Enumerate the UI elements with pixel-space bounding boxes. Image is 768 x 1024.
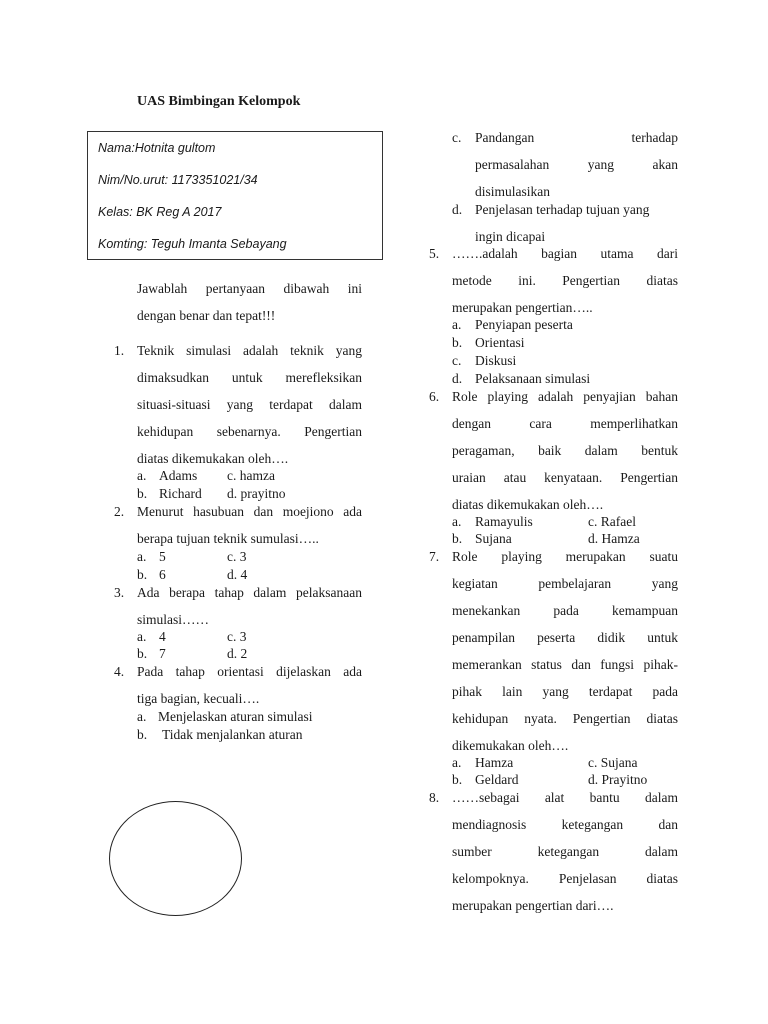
- question-7-line: penampilan peserta didik untuk: [452, 630, 678, 645]
- option-c-line: permasalahan yang akan: [475, 157, 678, 172]
- option-letter: d.: [452, 371, 463, 386]
- option-letter: b.: [137, 646, 148, 661]
- option-d: d. Hamza: [588, 531, 640, 546]
- option-letter: b.: [137, 567, 148, 582]
- question-5-line: …….adalah bagian utama dari: [452, 246, 678, 261]
- option-c-line: Pandangan terhadap: [475, 130, 678, 145]
- option-b: 6: [159, 567, 166, 582]
- option-a: Penyiapan peserta: [475, 317, 573, 332]
- option-letter: b.: [452, 772, 463, 787]
- option-a: Adams: [159, 468, 198, 483]
- question-7-line: kegiatan pembelajaran yang: [452, 576, 678, 591]
- question-4-line: tiga bagian, kecuali….: [137, 691, 260, 706]
- option-a: Ramayulis: [475, 514, 533, 529]
- question-8-line: mendiagnosis ketegangan dan: [452, 817, 678, 832]
- option-b: Sujana: [475, 531, 512, 546]
- question-number: 4.: [114, 664, 125, 679]
- option-letter: a.: [137, 549, 147, 564]
- option-letter: c.: [452, 353, 462, 368]
- option-c: c. hamza: [227, 468, 275, 483]
- option-d-line: ingin dicapai: [475, 229, 546, 244]
- question-1-line: situasi-situasi yang terdapat dalam: [137, 397, 362, 412]
- option-letter: c.: [452, 130, 462, 145]
- question-6-line: Role playing adalah penyajian bahan: [452, 389, 678, 404]
- option-b: 7: [159, 646, 166, 661]
- question-7-line: memerankan status dan fungsi pihak-: [452, 657, 678, 672]
- question-1-line: dimaksudkan untuk merefleksikan: [137, 370, 362, 385]
- question-number: 1.: [114, 343, 125, 358]
- question-8-line: kelompoknya. Penjelasan diatas: [452, 871, 678, 886]
- student-class: Kelas: BK Reg A 2017: [98, 205, 222, 219]
- question-1-line: Teknik simulasi adalah teknik yang: [137, 343, 362, 358]
- question-3-line: Ada berapa tahap dalam pelaksanaan: [137, 585, 362, 600]
- option-a: Menjelaskan aturan simulasi: [158, 709, 313, 724]
- option-c: c. Sujana: [588, 755, 638, 770]
- option-letter: a.: [452, 317, 462, 332]
- option-c-line: disimulasikan: [475, 184, 550, 199]
- question-1-line: diatas dikemukakan oleh….: [137, 451, 289, 466]
- question-2-line: Menurut hasubuan dan moejiono ada: [137, 504, 362, 519]
- instruction-line: dengan benar dan tepat!!!: [137, 308, 276, 323]
- question-6-line: diatas dikemukakan oleh….: [452, 497, 604, 512]
- student-nim: Nim/No.urut: 1173351021/34: [98, 173, 258, 187]
- student-name: Nama:Hotnita gultom: [98, 141, 216, 155]
- question-8-line: sumber ketegangan dalam: [452, 844, 678, 859]
- option-c: Diskusi: [475, 353, 517, 368]
- question-8-line: ……sebagai alat bantu dalam: [452, 790, 678, 805]
- question-4-line: Pada tahap orientasi dijelaskan ada: [137, 664, 362, 679]
- option-c: c. Rafael: [588, 514, 636, 529]
- hand-drawn-circle: [109, 801, 242, 916]
- option-d: d. 4: [227, 567, 248, 582]
- question-3-line: simulasi……: [137, 612, 210, 627]
- question-7-line: pihak lain yang terdapat pada: [452, 684, 678, 699]
- option-b: Richard: [159, 486, 202, 501]
- question-2-line: berapa tujuan teknik sumulasi…..: [137, 531, 319, 546]
- question-7-line: Role playing merupakan suatu: [452, 549, 678, 564]
- question-number: 5.: [429, 246, 440, 261]
- option-a: 5: [159, 549, 166, 564]
- class-leader: Komting: Teguh Imanta Sebayang: [98, 237, 287, 251]
- option-letter: a.: [452, 514, 462, 529]
- option-d: Pelaksanaan simulasi: [475, 371, 591, 386]
- option-letter: a.: [452, 755, 462, 770]
- option-letter: a.: [137, 709, 147, 724]
- option-c: c. 3: [227, 549, 247, 564]
- option-letter: b.: [137, 486, 148, 501]
- option-a: 4: [159, 629, 166, 644]
- option-letter: d.: [452, 202, 463, 217]
- option-letter: b.: [452, 531, 463, 546]
- question-6-line: peragaman, baik dalam bentuk: [452, 443, 678, 458]
- question-number: 8.: [429, 790, 440, 805]
- question-number: 2.: [114, 504, 125, 519]
- option-b: Orientasi: [475, 335, 525, 350]
- question-6-line: uraian atau kenyataan. Pengertian: [452, 470, 678, 485]
- option-letter: a.: [137, 468, 147, 483]
- option-letter: b.: [452, 335, 463, 350]
- question-7-line: kehidupan nyata. Pengertian diatas: [452, 711, 678, 726]
- question-7-line: dikemukakan oleh….: [452, 738, 569, 753]
- question-1-line: kehidupan sebenarnya. Pengertian: [137, 424, 362, 439]
- option-c: c. 3: [227, 629, 247, 644]
- option-b: Tidak menjalankan aturan: [162, 727, 303, 742]
- instruction-line: Jawablah pertanyaan dibawah ini: [137, 281, 362, 296]
- question-number: 3.: [114, 585, 125, 600]
- question-number: 6.: [429, 389, 440, 404]
- option-d: d. Prayitno: [588, 772, 648, 787]
- question-number: 7.: [429, 549, 440, 564]
- question-8-line: merupakan pengertian dari….: [452, 898, 614, 913]
- option-d: d. 2: [227, 646, 248, 661]
- option-d-line: Penjelasan terhadap tujuan yang: [475, 202, 650, 217]
- option-letter: a.: [137, 629, 147, 644]
- question-5-line: metode ini. Pengertian diatas: [452, 273, 678, 288]
- option-letter: b.: [137, 727, 148, 742]
- student-info-box: [87, 131, 383, 260]
- question-7-line: menekankan pada kemampuan: [452, 603, 678, 618]
- question-6-line: dengan cara memperlihatkan: [452, 416, 678, 431]
- option-b: Geldard: [475, 772, 519, 787]
- option-d: d. prayitno: [227, 486, 286, 501]
- question-5-line: merupakan pengertian…..: [452, 300, 593, 315]
- page-title: UAS Bimbingan Kelompok: [137, 94, 301, 109]
- option-a: Hamza: [475, 755, 514, 770]
